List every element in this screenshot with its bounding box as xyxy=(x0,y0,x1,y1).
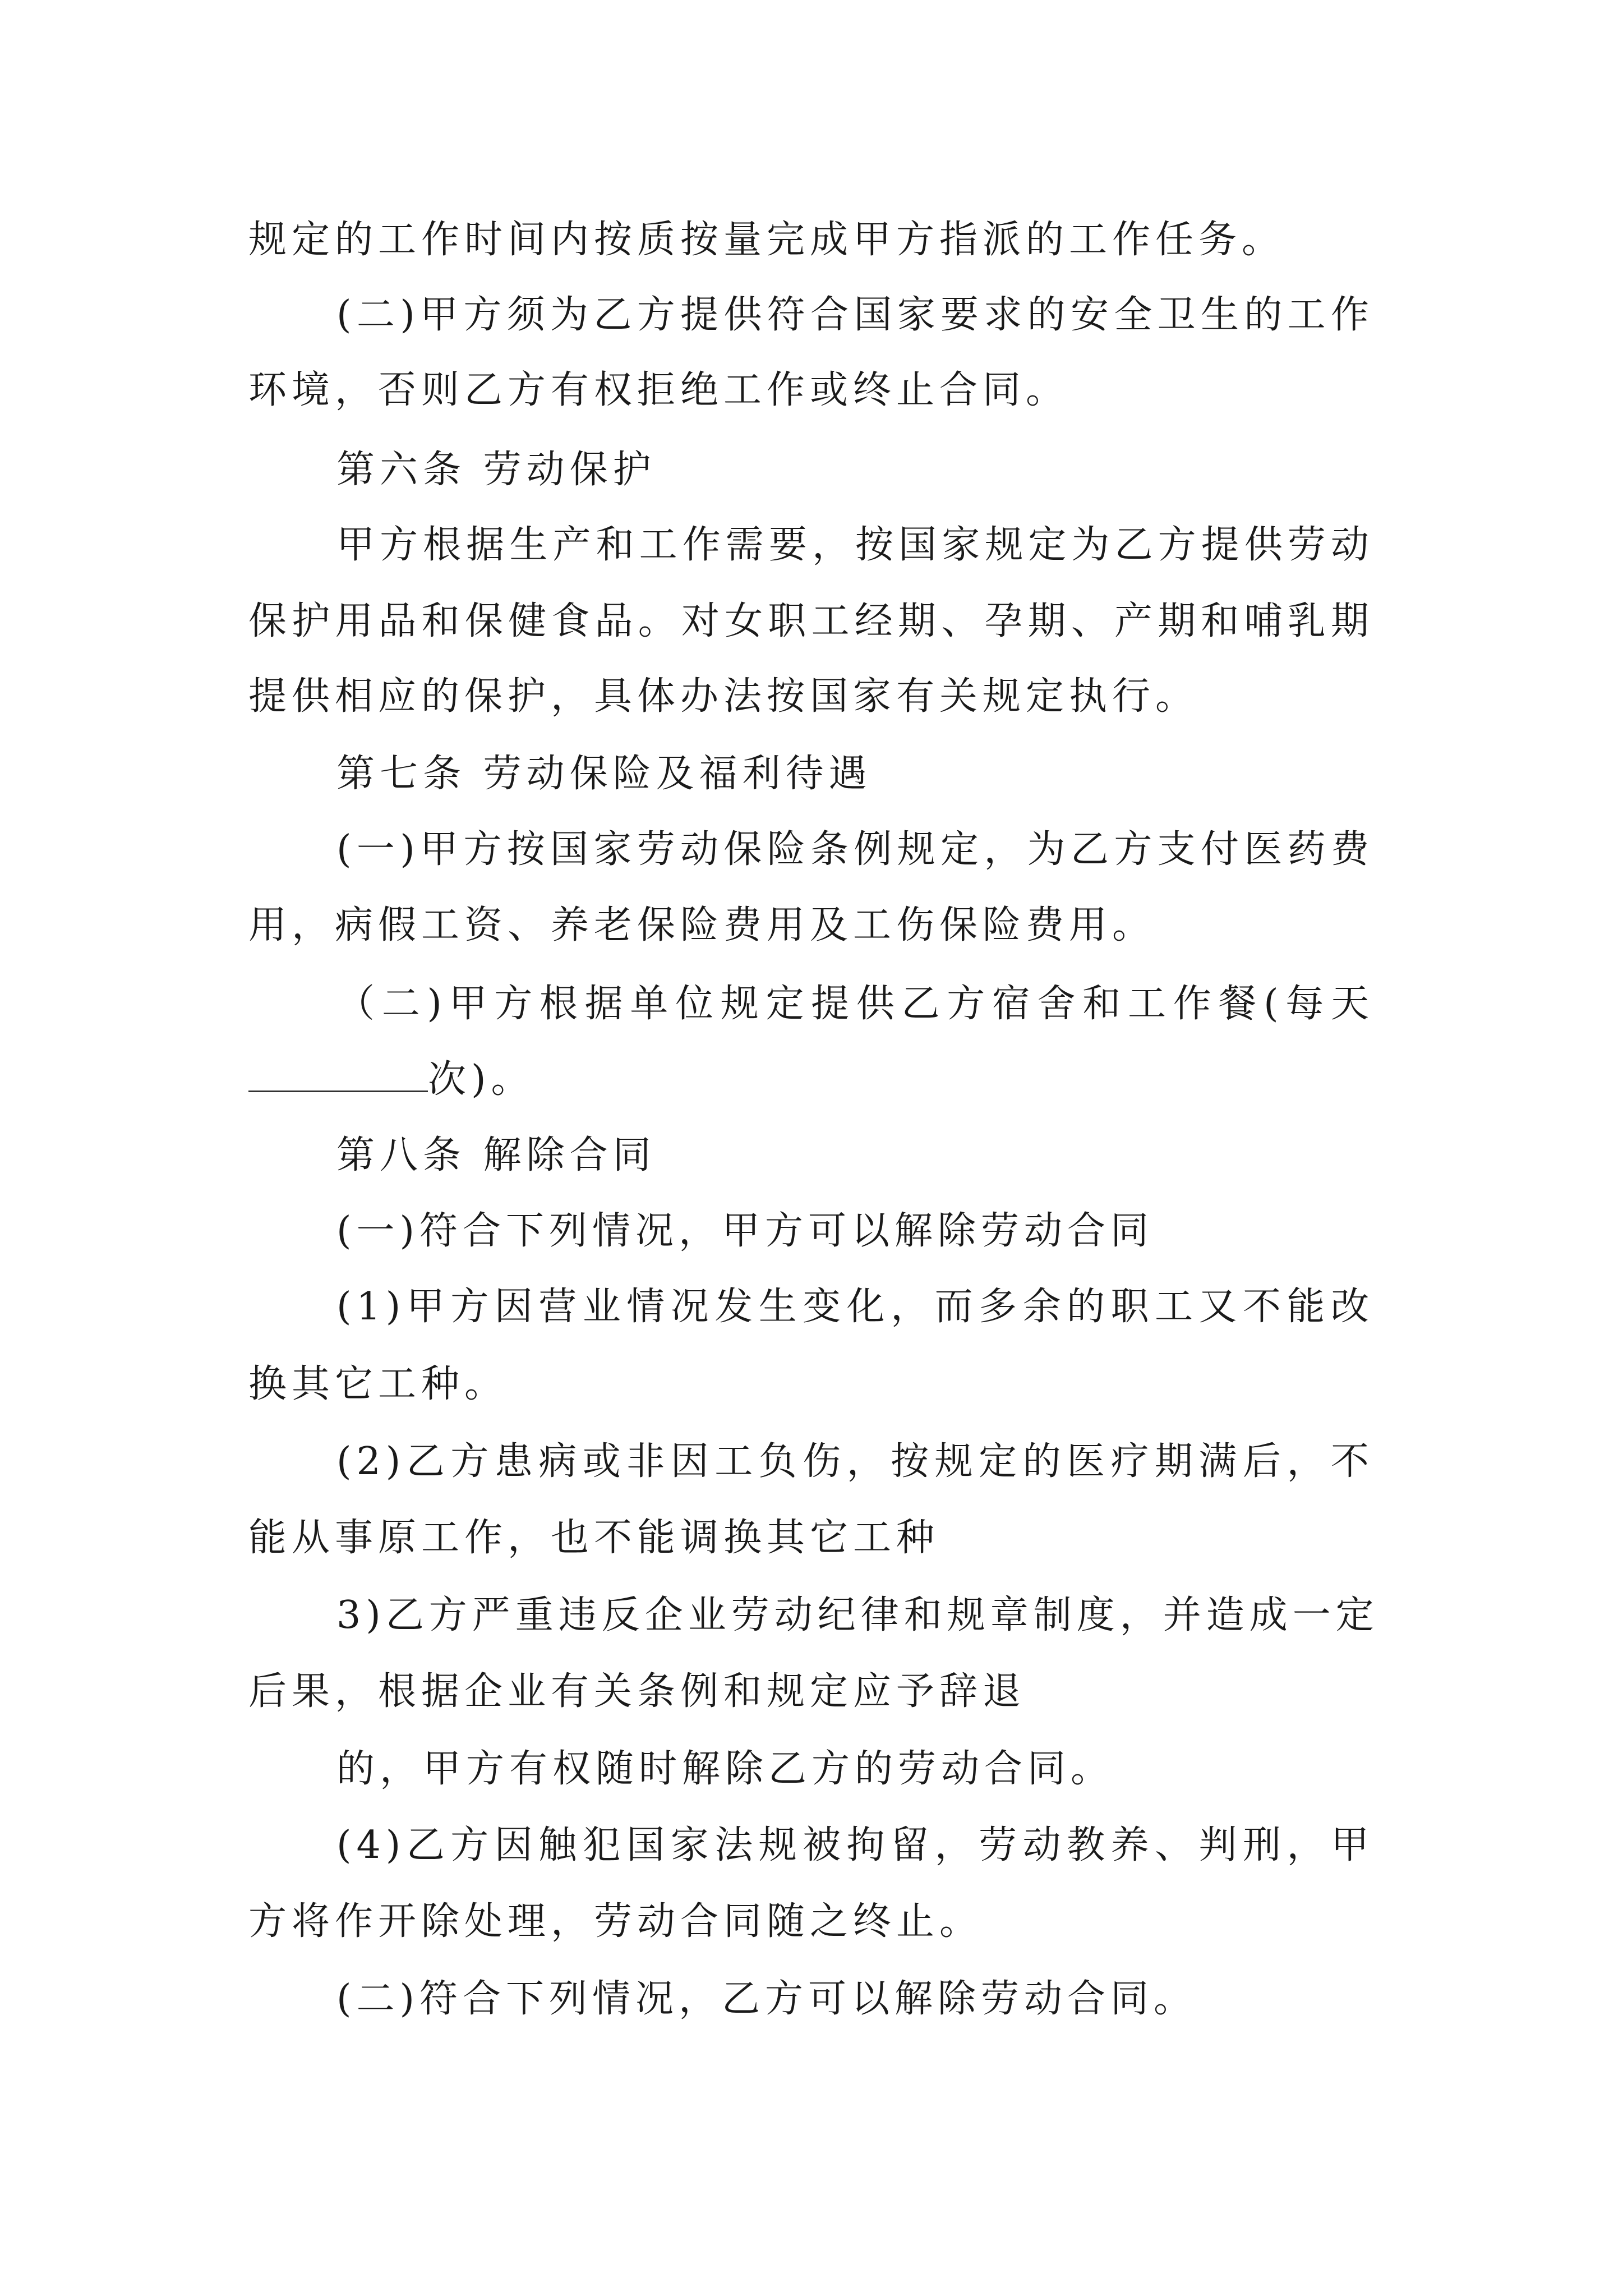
text-line: 的，甲方有权随时解除乙方的劳动合同。 xyxy=(336,1747,1114,1791)
text-line: 甲方根据生产和工作需要，按国家规定为乙方提供劳动 xyxy=(336,523,1374,567)
text-line: (一)甲方按国家劳动保险条例规定，为乙方支付医药费 xyxy=(336,827,1374,872)
section-heading: 第六条 劳动保护 xyxy=(336,448,656,492)
text-line: 用，病假工资、养老保险费用及工伤保险费用。 xyxy=(248,903,1156,947)
text-line: (2)乙方患病或非因工负伤，按规定的医疗期满后，不 xyxy=(336,1439,1374,1484)
text-line: 提供相应的保护，具体办法按国家有关规定执行。 xyxy=(248,674,1199,719)
text-line: (一)符合下列情况，甲方可以解除劳动合同 xyxy=(336,1209,1154,1253)
text-line: 3)乙方严重违反企业劳动纪律和规章制度，并造成一定 xyxy=(336,1593,1379,1637)
text-line: 换其它工种。 xyxy=(248,1362,508,1406)
section-heading: 第七条 劳动保险及福利待遇 xyxy=(336,752,872,796)
text-line: （二)甲方根据单位规定提供乙方宿舍和工作餐(每天 xyxy=(336,982,1374,1026)
text-fragment: 次)。 xyxy=(428,1057,534,1102)
text-line: (二)甲方须为乙方提供符合国家要求的安全卫生的工作 xyxy=(336,293,1374,337)
text-line: (二)符合下列情况，乙方可以解除劳动合同。 xyxy=(336,1977,1197,2021)
text-line: 后果，根据企业有关条例和规定应予辞退 xyxy=(248,1669,1026,1714)
text-line xyxy=(248,1052,534,1108)
text-line: 方将作开除处理，劳动合同随之终止。 xyxy=(248,1899,983,1944)
text-line: (1)甲方因营业情况发生变化，而多余的职工又不能改 xyxy=(336,1285,1374,1329)
fill-in-blank xyxy=(248,1057,428,1092)
text-line: (4)乙方因触犯国家法规被拘留，劳动教养、判刑，甲 xyxy=(336,1823,1374,1867)
text-line: 规定的工作时间内按质按量完成甲方指派的工作任务。 xyxy=(248,218,1285,262)
text-line: 保护用品和保健食品。对女职工经期、孕期、产期和哺乳期 xyxy=(248,599,1374,643)
section-heading: 第八条 解除合同 xyxy=(336,1133,656,1177)
text-line: 环境，否则乙方有权拒绝工作或终止合同。 xyxy=(248,368,1069,412)
text-line: 能从事原工作，也不能调换其它工种 xyxy=(248,1516,940,1560)
